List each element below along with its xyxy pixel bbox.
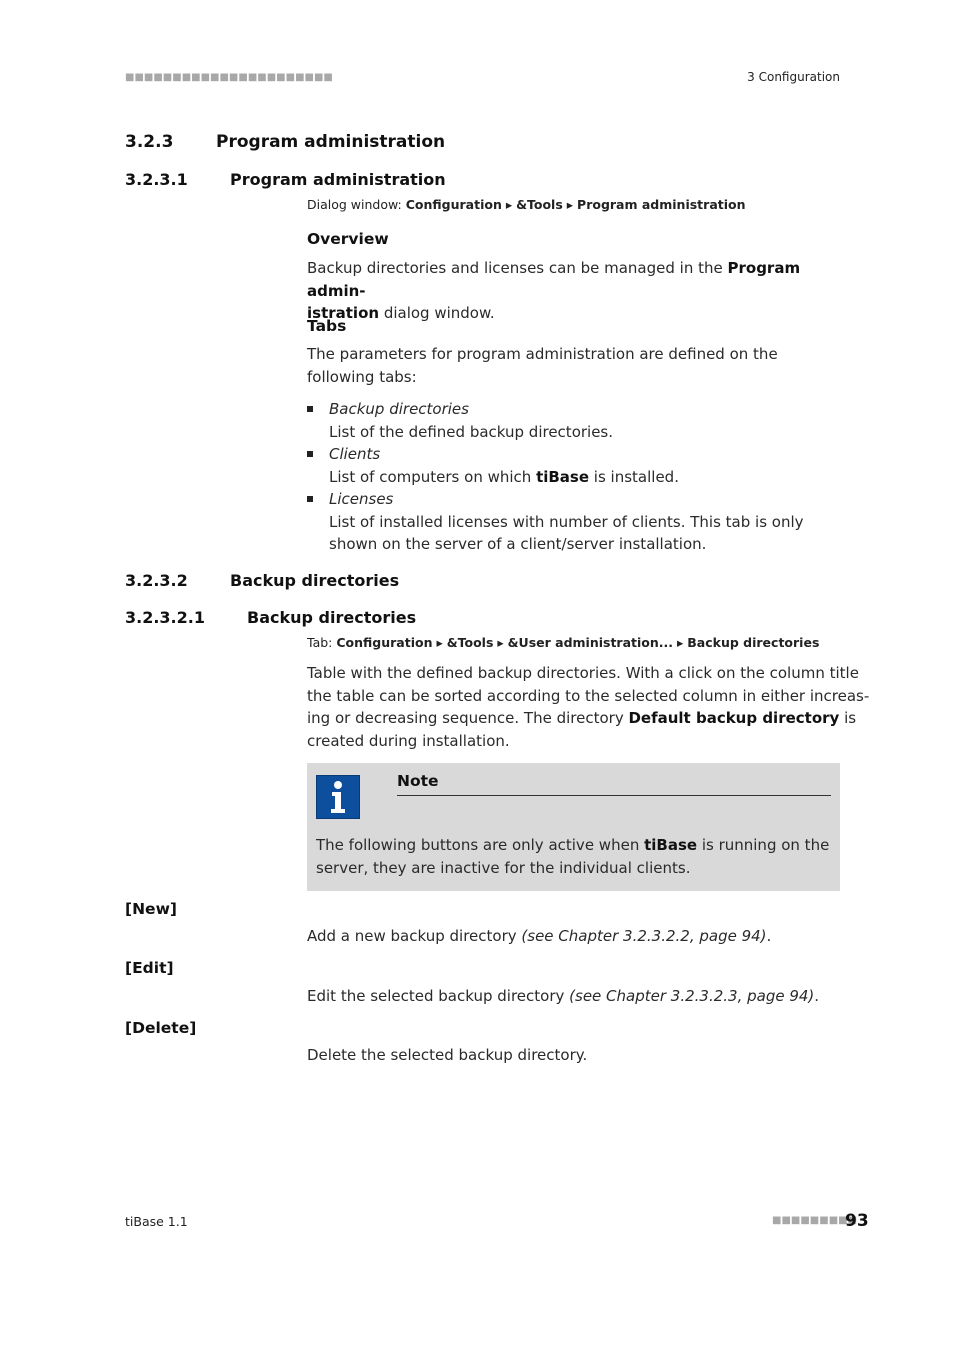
edit-button-label: [Edit] bbox=[125, 959, 174, 977]
section-title: Backup directories bbox=[247, 608, 417, 627]
arrow-right-icon: ▸ bbox=[566, 197, 574, 212]
list-item: Clients List of computers on which tiBase is installed. bbox=[307, 443, 847, 488]
footer-product: tiBase 1.1 bbox=[125, 1214, 188, 1229]
section-title: Backup directories bbox=[230, 571, 400, 590]
section-heading-3-2-3-1 bbox=[125, 170, 525, 192]
tab-nav-path: Tab: Configuration ▸ &Tools ▸ &User administration... ▸ Backup directories bbox=[307, 635, 820, 650]
delete-button-description: Delete the selected backup directory. bbox=[307, 1046, 588, 1064]
section-heading-3-2-3 bbox=[125, 132, 525, 154]
backup-directories-description: Table with the defined backup directories. With a click on the column title the table can be sorted according to the selected column in either increas- ing or decreasing sequence. The directory Default backup directory is created during installation. bbox=[307, 664, 870, 750]
tabs-intro: The parameters for program administration are defined on the following tabs: bbox=[307, 345, 778, 386]
footer-decoration: ■■■■■■■■■ bbox=[772, 1215, 858, 1226]
list-item: Backup directories List of the defined backup directories. bbox=[307, 398, 847, 443]
delete-button-label: [Delete] bbox=[125, 1019, 197, 1037]
info-icon-graphic bbox=[317, 776, 359, 818]
new-button-label: [New] bbox=[125, 900, 177, 918]
arrow-right-icon: ▸ bbox=[505, 197, 513, 212]
chapter-reference-link[interactable]: (see Chapter 3.2.3.2.3, page 94) bbox=[569, 987, 815, 1005]
bullet-square-icon bbox=[307, 451, 313, 457]
section-heading-3-2-3-2-1 bbox=[125, 608, 525, 630]
note-text: The following buttons are only active when tiBase is running on the server, they are inactive for the individual clients. bbox=[316, 836, 830, 877]
new-button-description: Add a new backup directory (see Chapter 3.2.3.2.2, page 94). bbox=[307, 927, 772, 945]
dialog-nav-path: Dialog window: Configuration ▸ &Tools ▸ Program administration bbox=[307, 197, 746, 212]
header-decoration: ■■■■■■■■■■■■■■■■■■■■■■ bbox=[125, 72, 333, 83]
chapter-reference-link[interactable]: (see Chapter 3.2.3.2.2, page 94) bbox=[521, 927, 767, 945]
section-number: 3.2.3.2.1 bbox=[125, 608, 205, 627]
header-chapter: 3 Configuration bbox=[747, 70, 840, 84]
section-number: 3.2.3.2 bbox=[125, 571, 188, 590]
section-title: Program administration bbox=[230, 170, 446, 189]
overview-heading: Overview bbox=[307, 230, 389, 248]
note-box bbox=[307, 763, 840, 891]
tabs-heading: Tabs bbox=[307, 317, 347, 335]
note-divider bbox=[397, 795, 831, 796]
bullet-square-icon bbox=[307, 406, 313, 412]
tabs-list bbox=[307, 398, 847, 556]
arrow-right-icon: ▸ bbox=[436, 635, 443, 650]
section-number: 3.2.3 bbox=[125, 132, 174, 152]
note-title: Note bbox=[397, 772, 439, 790]
overview-text: Backup directories and licenses can be managed in the Program admin- istration dialog window. bbox=[307, 259, 801, 322]
info-icon bbox=[316, 775, 360, 819]
edit-button-description: Edit the selected backup directory (see Chapter 3.2.3.2.3, page 94). bbox=[307, 987, 820, 1005]
section-number: 3.2.3.1 bbox=[125, 170, 188, 189]
section-heading-3-2-3-2 bbox=[125, 571, 525, 593]
arrow-right-icon: ▸ bbox=[497, 635, 504, 650]
page-number: 93 bbox=[845, 1211, 869, 1231]
section-title: Program administration bbox=[216, 132, 446, 152]
list-item: Licenses List of installed licenses with number of clients. This tab is only shown on the server of a client/server installation. bbox=[307, 488, 849, 556]
arrow-right-icon: ▸ bbox=[677, 635, 684, 650]
bullet-square-icon bbox=[307, 496, 313, 502]
